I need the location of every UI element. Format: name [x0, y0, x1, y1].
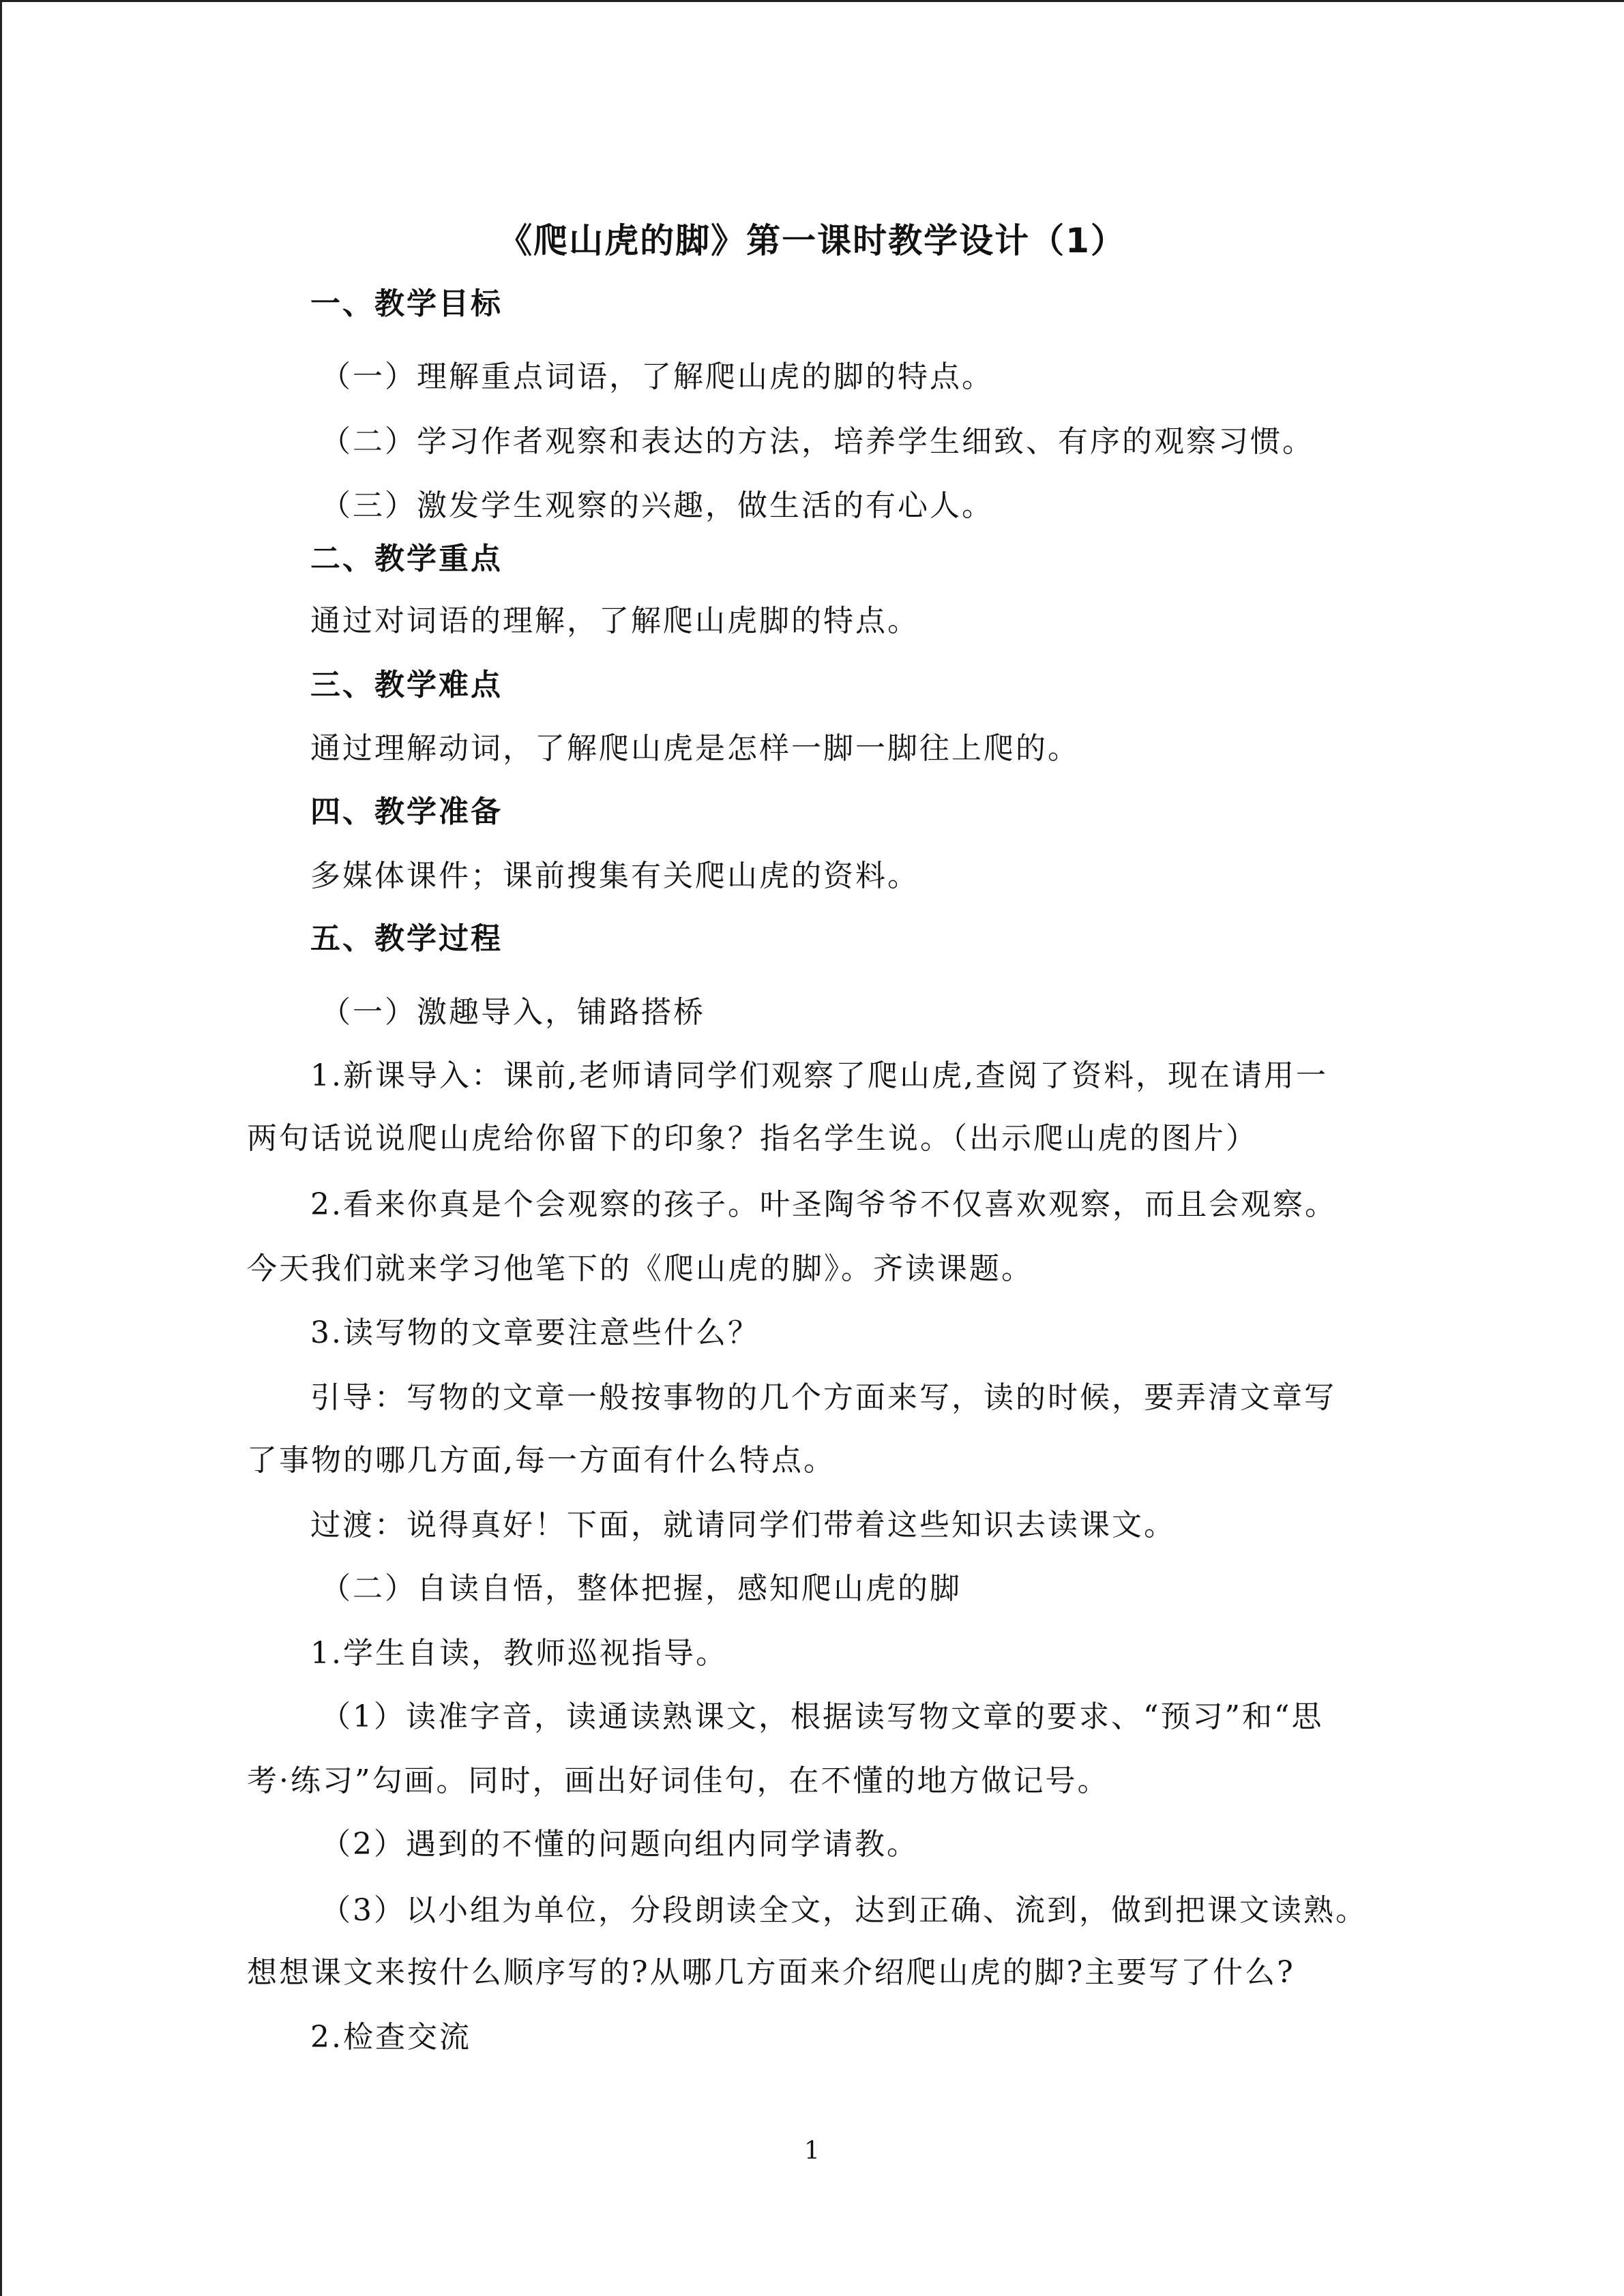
process-step1c-line1: （3）以小组为单位，分段朗读全文，达到正确、流到，做到把课文读熟。 [321, 1893, 1368, 1928]
process-step1a-line2: 考·练习”勾画。同时，画出好词佳句，在不懂的地方做记号。 [247, 1763, 1110, 1798]
process-step1b: （2）遇到的不懂的问题向组内同学请教。 [321, 1827, 919, 1862]
process-p1-line2: 两句话说说爬山虎给你留下的印象？指名学生说。（出示爬山虎的图片） [247, 1121, 1258, 1156]
goal-item-1: （一）理解重点词语，了解爬山虎的脚的特点。 [321, 359, 994, 394]
heading-goals: 一、教学目标 [310, 286, 503, 321]
process-guide-line1: 引导：写物的文章一般按事物的几个方面来写，读的时候，要弄清文章写 [310, 1380, 1336, 1415]
heading-difficulties: 三、教学难点 [310, 668, 503, 702]
process-step1c-line2: 想想课文来按什么顺序写的?从哪几方面来介绍爬山虎的脚?主要写了什么? [247, 1955, 1295, 1990]
heading-preparation: 四、教学准备 [310, 794, 503, 829]
process-part1-title: （一）激趣导入，铺路搭桥 [321, 995, 705, 1030]
process-transition: 过渡：说得真好！下面，就请同学们带着这些知识去读课文。 [310, 1508, 1176, 1542]
page-left-border [0, 0, 2, 2296]
process-step2: 2.检查交流 [310, 2020, 471, 2055]
process-step1: 1.学生自读，教师巡视指导。 [310, 1636, 728, 1671]
process-p3: 3.读写物的文章要注意些什么？ [310, 1315, 760, 1350]
process-part2-title: （二）自读自悟，整体把握，感知爬山虎的脚 [321, 1571, 962, 1606]
process-p2-line1: 2.看来你真是个会观察的孩子。叶圣陶爷爷不仅喜欢观察，而且会观察。 [310, 1187, 1337, 1222]
document-title: 《爬山虎的脚》第一课时教学设计（1） [498, 221, 1126, 260]
goal-item-3: （三）激发学生观察的兴趣，做生活的有心人。 [321, 488, 994, 523]
heading-process: 五、教学过程 [310, 921, 503, 956]
goal-item-2: （二）学习作者观察和表达的方法，培养学生细致、有序的观察习惯。 [321, 424, 1314, 459]
process-p2-line2: 今天我们就来学习他笔下的《爬山虎的脚》。齐读课题。 [247, 1251, 1033, 1286]
process-p1-line1: 1.新课导入：课前,老师请同学们观察了爬山虎,查阅了资料，现在请用一 [310, 1058, 1328, 1093]
page-top-border [0, 0, 1624, 2]
process-guide-line2: 了事物的哪几方面,每一方面有什么特点。 [247, 1443, 836, 1478]
process-step1a-line1: （1）读准字音，读通读熟课文，根据读写物文章的要求、“预习”和“思 [321, 1699, 1324, 1734]
page-number: 1 [804, 2137, 820, 2165]
key-points-text: 通过对词语的理解，了解爬山虎脚的特点。 [310, 603, 919, 638]
preparation-text: 多媒体课件；课前搜集有关爬山虎的资料。 [310, 859, 919, 893]
heading-key-points: 二、教学重点 [310, 541, 503, 576]
difficulties-text: 通过理解动词，了解爬山虎是怎样一脚一脚往上爬的。 [310, 731, 1080, 766]
